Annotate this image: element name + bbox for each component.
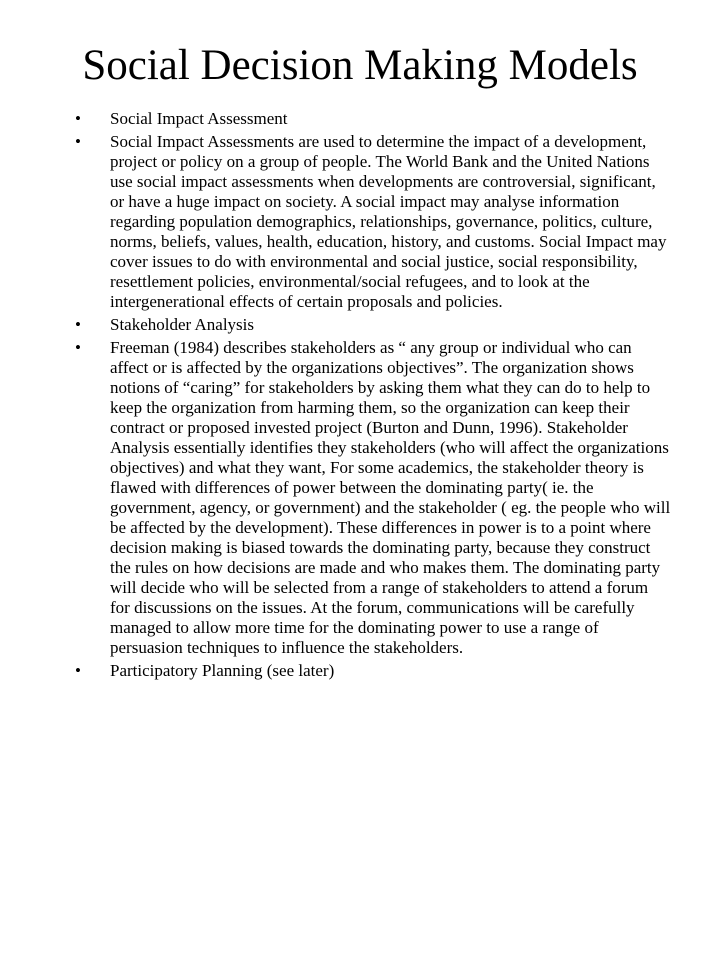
bullet-item-stakeholder-analysis — [72, 315, 672, 335]
bullet-text: Participatory Planning (see later) — [110, 661, 335, 680]
bullet-list — [72, 109, 672, 684]
bullet-text: Stakeholder Analysis — [110, 315, 255, 334]
bullet-marker: • — [75, 132, 81, 151]
bullet-text: Social Impact Assessments are used to determine the impact of a development, project or policy on a group of people. The World Bank and the United Nations use social impact assessments when developments are controversial, significant, or have a huge impact on society. A social impact may analyse information regarding population demographics, relationships, governance, politics, culture, norms, beliefs, values, health, education, history, and customs. Social Impact may cover issues to do with environmental and social justice, social responsibility, resettlement policies, environmental/social refugees, and to look at the intergenerational effects of certain proposals and policies. — [110, 132, 667, 311]
bullet-item-stakeholder-description — [72, 338, 672, 658]
bullet-item-sia-description — [72, 132, 672, 312]
bullet-text: Social Impact Assessment — [110, 109, 288, 128]
slide-title: Social Decision Making Models — [82, 42, 638, 89]
bullet-marker: • — [75, 315, 81, 334]
bullet-item-social-impact-assessment — [72, 109, 672, 129]
bullet-text: Freeman (1984) describes stakeholders as “ any group or individual who can affect or is affected by the organizations objectives”. The organization shows notions of “caring” for stakeholders by asking them what they can do to help to keep the organization from harming them, so the organization can keep their contract or proposed invested project (Burton and Dunn, 1996). Stakeholder Analysis essentially identifies they stakeholders (who will affect the organizations objectives) and what they want, For some academics, the stakeholder theory is flawed with differences of power between the dominating party( ie. the government, agency, or government) and the stakeholder ( eg. the people who will be affected by the development). These differences in power is to a point where decision making is biased towards the dominating party, because they construct the rules on how decisions are made and who makes them. The dominating party will decide who will be selected from a range of stakeholders to attend a forum for discussions on the issues. At the forum, communications will be carefully managed to allow more time for the dominating power to use a range of persuasion techniques to influence the stakeholders. — [110, 338, 671, 657]
bullet-marker: • — [75, 661, 81, 680]
bullet-marker: • — [75, 109, 81, 128]
bullet-marker: • — [75, 338, 81, 357]
bullet-item-participatory-planning — [72, 661, 672, 681]
